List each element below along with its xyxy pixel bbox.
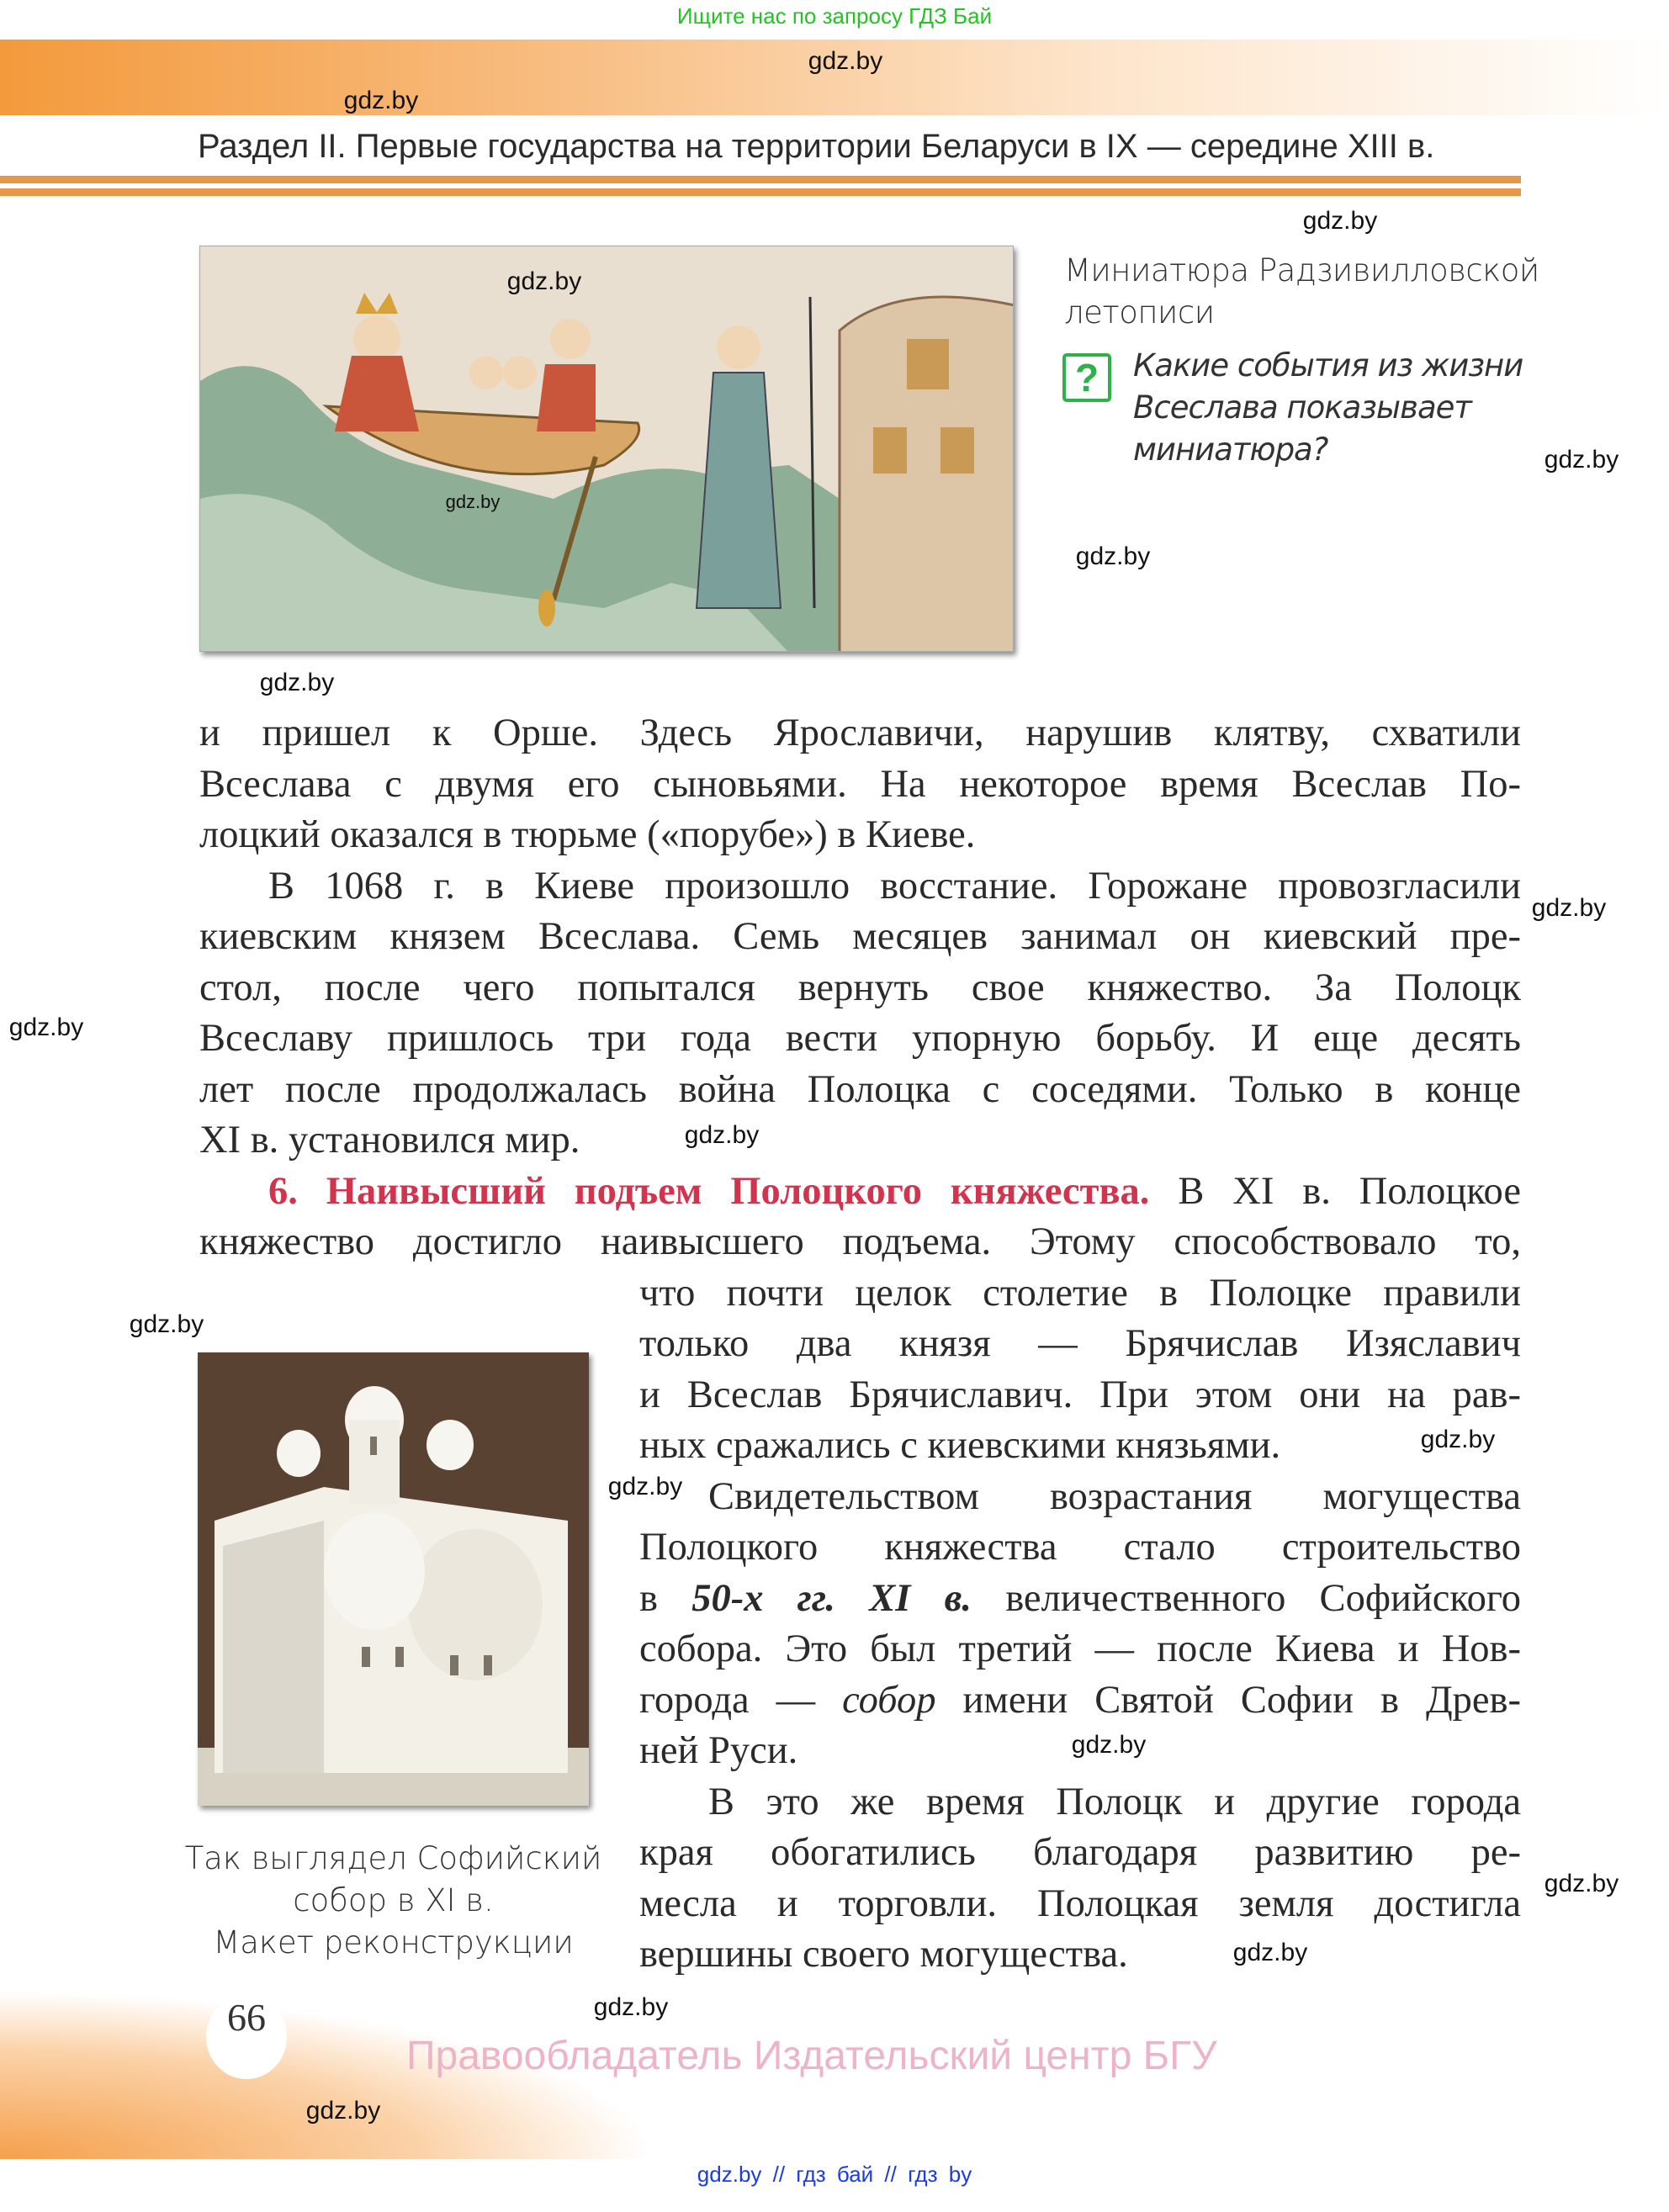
watermark: gdz.by — [129, 1310, 204, 1338]
text-segment: В 1068 г. в Киеве произошло восстание. Горожане провозгласили — [268, 864, 1521, 908]
text-segment: собор — [842, 1678, 936, 1722]
text-line — [199, 1065, 1521, 1116]
text-segment: месла и торговли. Полоцкая земля достигла — [639, 1881, 1521, 1925]
text-line — [199, 810, 1521, 861]
text-segment: края обогатились благодаря развитию ре- — [639, 1831, 1521, 1874]
section-title: Раздел II. Первые государства на территории Беларуси в IX — середине XIII в. — [198, 128, 1435, 165]
question-icon: ? — [1062, 353, 1111, 402]
watermark: gdz.by — [1544, 1870, 1619, 1897]
caption-line: Так выглядел Софийский — [184, 1840, 602, 1876]
text-segment: города — — [639, 1678, 843, 1722]
text-segment: собора. Это был третий — после Киева и Нов- — [639, 1627, 1521, 1670]
text-line — [639, 1828, 1521, 1879]
sofia-cathedral-model-image — [198, 1352, 589, 1806]
text-segment: 50-х гг. XI в. — [691, 1576, 972, 1620]
text-line — [199, 912, 1521, 963]
page-number: 66 — [206, 1995, 287, 2079]
caption-line: собор в XI в. — [293, 1882, 494, 1918]
text-segment: ней Руси. — [639, 1729, 798, 1772]
watermark: gdz.by — [1420, 1426, 1496, 1453]
text-line — [199, 759, 1521, 811]
text-line — [639, 1675, 1521, 1727]
watermark: gdz.by — [343, 87, 419, 114]
watermark: gdz.by — [684, 1121, 760, 1149]
miniature-caption: Миниатюра Радзивилловской летописи — [1064, 252, 1539, 331]
text-segment: В XI в. Полоцкое — [1149, 1169, 1521, 1213]
watermark: gdz.by — [1232, 1939, 1308, 1966]
text-line — [199, 1167, 1521, 1218]
header-divider — [0, 176, 1521, 183]
text-line — [199, 708, 1521, 759]
watermark: gdz.by — [1544, 446, 1619, 474]
watermark: gdz.by — [1071, 1731, 1147, 1759]
text-line — [639, 1574, 1521, 1625]
copyright-owner: Правообладатель Издательский центр БГУ — [406, 2034, 1217, 2078]
section-heading: 6. Наивысший подъем Полоцкого княжества. — [268, 1169, 1150, 1213]
watermark: gdz.by — [808, 47, 883, 75]
text-segment: в — [639, 1576, 692, 1620]
text-segment: и Всеслав Брячиславич. При этом они на рав- — [639, 1373, 1521, 1416]
text-line — [639, 1472, 1521, 1523]
text-segment: что почти целок столетие в Полоцке правили — [639, 1271, 1521, 1315]
text-segment: лоцкий оказался в тюрьме («порубе») в Киеве. — [199, 813, 976, 856]
chronicle-miniature-image — [199, 246, 1014, 652]
text-line — [639, 1879, 1521, 1930]
text-line — [199, 861, 1521, 913]
text-segment: ных сражались с киевскими князьями. — [639, 1424, 1281, 1467]
watermark: gdz.by — [506, 267, 582, 295]
text-segment: и пришел к Орше. Здесь Ярославичи, нарушив клятву, схватили — [199, 712, 1521, 754]
watermark: gdz.by — [607, 1473, 683, 1500]
text-line — [639, 1522, 1521, 1574]
text-segment: В это же время Полоцк и другие города — [708, 1780, 1521, 1823]
watermark: gdz.by — [1531, 894, 1607, 922]
watermark: gdz.by — [259, 669, 335, 696]
watermark: gdz.by — [445, 491, 501, 512]
text-line — [199, 1217, 1521, 1268]
bottom-links[interactable]: gdz.by // гдз бай // гдз by — [697, 2162, 972, 2187]
watermark: gdz.by — [593, 1993, 669, 2021]
text-segment: величественного Софийского — [972, 1576, 1521, 1620]
top-search-note: Ищите нас по запросу ГДЗ Бай — [676, 3, 993, 29]
text-segment: только два князя — Брячислав Изяславич — [639, 1322, 1521, 1365]
text-line — [639, 1421, 1521, 1472]
watermark: gdz.by — [1302, 207, 1378, 235]
question-text: Какие события из жизни Всеслава показывает миниатюра? — [1133, 347, 1523, 468]
text-line — [639, 1929, 1521, 1981]
cathedral-caption — [151, 1838, 635, 1964]
text-segment: киевским князем Всеслава. Семь месяцев занимал он киевский пре- — [199, 915, 1521, 958]
text-segment: стол, после чего попытался вернуть свое княжество. За Полоцк — [199, 966, 1521, 1009]
text-line — [639, 1624, 1521, 1675]
text-segment: Всеславу пришлось три года вести упорную борьбу. И еще десять — [199, 1017, 1521, 1060]
text-segment: Полоцкого княжества стало строительство — [639, 1526, 1521, 1569]
text-segment: Всеслава с двумя его сыновьями. На некоторое время Всеслав По- — [199, 762, 1521, 806]
text-line — [199, 963, 1521, 1014]
text-line — [199, 1013, 1521, 1065]
watermark: gdz.by — [1075, 542, 1151, 570]
text-line — [639, 1777, 1521, 1828]
text-line — [639, 1268, 1521, 1320]
caption-line: Макет реконструкции — [213, 1924, 574, 1961]
text-segment: княжество достигло наивысшего подъема. Этому способствовало то, — [199, 1220, 1521, 1263]
watermark: gdz.by — [8, 1013, 84, 1041]
text-line — [639, 1370, 1521, 1421]
text-segment: лет после продолжалась война Полоцка с соседями. Только в конце — [199, 1067, 1521, 1111]
watermark: gdz.by — [305, 2097, 381, 2125]
header-divider — [0, 188, 1521, 196]
text-segment: Свидетельством возрастания могущества — [708, 1474, 1521, 1518]
text-segment: имени Святой Софии в Древ- — [935, 1678, 1521, 1722]
text-segment: XI в. установился мир. — [199, 1119, 580, 1162]
text-line — [199, 1115, 1521, 1167]
text-segment: вершины своего могущества. — [639, 1933, 1128, 1976]
text-line — [639, 1319, 1521, 1370]
